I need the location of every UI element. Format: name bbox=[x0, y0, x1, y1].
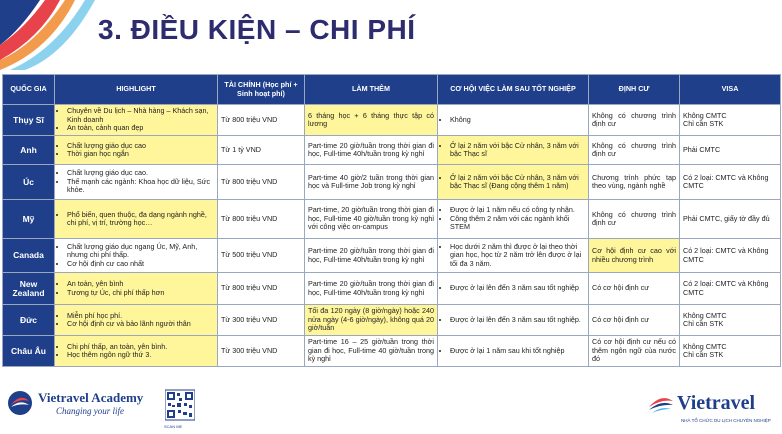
highlight-item: • Tương tự Úc, chi phí thấp hơn bbox=[67, 289, 214, 297]
work-cell: Part-time, 20 giờ/tuần trong thời gian đi học, Full-time 40 giờ/tuần trong kỳ nghỉ với công việc on-campus bbox=[305, 200, 438, 239]
highlight-item: • Chất lượng giáo dục ngang Úc, Mỹ, Anh, nhưng chi phí thấp. bbox=[67, 243, 214, 260]
highlight-cell bbox=[55, 273, 218, 305]
finance-cell: Từ 300 triệu VND bbox=[218, 336, 305, 367]
corner-decoration bbox=[0, 0, 95, 70]
academy-tagline: Changing your life bbox=[56, 406, 124, 416]
jobs-cell bbox=[438, 105, 589, 136]
jobs-cell bbox=[438, 273, 589, 305]
highlight-cell bbox=[55, 305, 218, 336]
finance-cell: Từ 800 triệu VND bbox=[218, 273, 305, 305]
visa-cell: Không CMTC Chỉ cần STK bbox=[680, 305, 781, 336]
jobs-cell bbox=[438, 239, 589, 273]
country-cell: Úc bbox=[3, 165, 55, 200]
table-row bbox=[3, 136, 781, 165]
visa-cell: Phải CMTC bbox=[680, 136, 781, 165]
academy-logo bbox=[6, 389, 143, 417]
work-cell: Tối đa 120 ngày (8 giờ/ngày) hoặc 240 nửa ngày (4-6 giờ/ngày), không quá 20 giờ/tuần bbox=[305, 305, 438, 336]
jobs-item: • Ở lại 2 năm với bậc Cử nhân, 3 năm với bậc Thạc sĩ bbox=[450, 142, 585, 159]
work-cell: Part-time 20 giờ/tuần trong thời gian đi học, Full-time 40h/tuần trong kỳ nghỉ bbox=[305, 239, 438, 273]
table-row bbox=[3, 165, 781, 200]
header-settlement: ĐỊNH CƯ bbox=[589, 75, 680, 105]
visa-cell: Có 2 loại: CMTC và Không CMTC bbox=[680, 273, 781, 305]
vietravel-logo bbox=[648, 392, 755, 415]
highlight-item: • Cơ hội định cư và bảo lãnh người thân bbox=[67, 320, 214, 328]
page-title: 3. ĐIỀU KIỆN – CHI PHÍ bbox=[98, 14, 416, 45]
jobs-cell bbox=[438, 305, 589, 336]
highlight-cell bbox=[55, 336, 218, 367]
qr-caption: SCAN ME bbox=[164, 424, 183, 429]
country-cell: Thụy Sĩ bbox=[3, 105, 55, 136]
highlight-cell bbox=[55, 200, 218, 239]
table-row bbox=[3, 305, 781, 336]
country-cell: Đức bbox=[3, 305, 55, 336]
work-cell: Part-time 20 giờ/tuần trong thời gian đi học, Full-time 40h/tuần trong kỳ nghỉ bbox=[305, 273, 438, 305]
jobs-cell bbox=[438, 165, 589, 200]
header-work: LÀM THÊM bbox=[305, 75, 438, 105]
work-cell: Part-time 16 – 25 giờ/tuần trong thời gian đi học, Full-time 40 giờ/tuần trong kỳ nghỉ bbox=[305, 336, 438, 367]
jobs-item: • Công thêm 2 năm với các ngành khối STEM bbox=[450, 215, 585, 232]
country-cell: Anh bbox=[3, 136, 55, 165]
header-country: QUỐC GIA bbox=[3, 75, 55, 105]
settlement-cell: Không có chương trình định cư bbox=[589, 136, 680, 165]
company-name: Vietravel bbox=[677, 392, 756, 414]
header-jobs: CƠ HỘI VIỆC LÀM SAU TỐT NGHIỆP bbox=[438, 75, 589, 105]
table-row bbox=[3, 200, 781, 239]
jobs-cell bbox=[438, 336, 589, 367]
work-cell: 6 tháng học + 6 tháng thực tập có lương bbox=[305, 105, 438, 136]
country-cell: New Zealand bbox=[3, 273, 55, 305]
highlight-item: • Phổ biến, quen thuộc, đa dạng ngành nghề, chi phí, vị trí, trường học… bbox=[67, 211, 214, 228]
table-row bbox=[3, 336, 781, 367]
highlight-item: • Học thêm ngôn ngữ thứ 3. bbox=[67, 351, 214, 359]
qr-code-icon[interactable] bbox=[165, 388, 195, 422]
jobs-item: • Được ở lại 1 năm sau khi tốt nghiệp bbox=[450, 347, 585, 355]
highlight-cell bbox=[55, 105, 218, 136]
vietravel-emblem-icon bbox=[648, 393, 674, 415]
highlight-item: • Miễn phí học phí. bbox=[67, 312, 214, 320]
highlight-cell bbox=[55, 239, 218, 273]
header-visa: VISA bbox=[680, 75, 781, 105]
highlight-item: • Chi phí thấp, an toàn, yên bình. bbox=[67, 343, 214, 351]
finance-cell: Từ 800 triệu VND bbox=[218, 200, 305, 239]
visa-cell: Có 2 loại: CMTC và Không CMTC bbox=[680, 239, 781, 273]
jobs-item: • Ở lại 2 năm với bậc Cử nhân, 3 năm với bậc Thạc sĩ (Đang cộng thêm 1 năm) bbox=[450, 174, 585, 191]
header-finance: TÀI CHÍNH (Học phí + Sinh hoạt phí) bbox=[218, 75, 305, 105]
settlement-cell: Có cơ hội định cư nếu có thêm ngôn ngữ của nước đó bbox=[589, 336, 680, 367]
jobs-item: • Được ở lại 1 năm nếu có công ty nhận. bbox=[450, 206, 585, 214]
highlight-item: • Chất lượng giáo dục cao. bbox=[67, 169, 214, 177]
country-cell: Mỹ bbox=[3, 200, 55, 239]
settlement-cell: Cơ hội định cư cao với nhiều chương trình bbox=[589, 239, 680, 273]
visa-cell: Có 2 loại: CMTC và Không CMTC bbox=[680, 165, 781, 200]
finance-cell: Từ 500 triệu VND bbox=[218, 239, 305, 273]
academy-name: Vietravel Academy bbox=[38, 390, 144, 405]
work-cell: Part-time 20 giờ/tuần trong thời gian đi học, Full-time 40h/tuần trong kỳ nghỉ bbox=[305, 136, 438, 165]
company-subtitle: NHÀ TỔ CHỨC DU LỊCH CHUYÊN NGHIỆP bbox=[681, 418, 771, 423]
table-row bbox=[3, 273, 781, 305]
settlement-cell: Không có chương trình định cư bbox=[589, 200, 680, 239]
jobs-cell bbox=[438, 200, 589, 239]
finance-cell: Từ 800 triệu VND bbox=[218, 165, 305, 200]
jobs-item: • Học dưới 2 năm thì được ở lại theo thời gian học, học từ 2 năm trở lên được ở lại tối đa 3 năm. bbox=[450, 243, 585, 268]
highlight-item: • Chuyên về Du lịch – Nhà hàng – Khách sạn, Kinh doanh bbox=[67, 107, 214, 124]
jobs-item: • Được ở lại lên đến 3 năm sau tốt nghiệp. bbox=[450, 316, 585, 324]
table-row bbox=[3, 105, 781, 136]
header-highlight: HIGHLIGHT bbox=[55, 75, 218, 105]
country-cell: Châu Âu bbox=[3, 336, 55, 367]
table-row bbox=[3, 239, 781, 273]
jobs-item: • Không bbox=[450, 116, 585, 124]
settlement-cell: Có cơ hội định cư bbox=[589, 273, 680, 305]
visa-cell: Phải CMTC, giấy tờ đầy đủ bbox=[680, 200, 781, 239]
highlight-cell bbox=[55, 165, 218, 200]
work-cell: Part-time 40 giờ/2 tuần trong thời gian học và Full-time Job trong kỳ nghỉ bbox=[305, 165, 438, 200]
table-header-row bbox=[3, 75, 781, 105]
finance-cell: Từ 800 triệu VND bbox=[218, 105, 305, 136]
finance-cell: Từ 1 tỷ VND bbox=[218, 136, 305, 165]
highlight-item: • An toàn, cảnh quan đẹp bbox=[67, 124, 214, 132]
settlement-cell: Không có chương trình định cư bbox=[589, 105, 680, 136]
highlight-item: • Chất lượng giáo dục cao bbox=[67, 142, 214, 150]
jobs-cell bbox=[438, 136, 589, 165]
conditions-cost-table bbox=[2, 74, 781, 367]
settlement-cell: Có cơ hội định cư bbox=[589, 305, 680, 336]
visa-cell: Không CMTC Chỉ cần STK bbox=[680, 105, 781, 136]
finance-cell: Từ 300 triệu VND bbox=[218, 305, 305, 336]
highlight-item: • An toàn, yên bình bbox=[67, 280, 214, 288]
highlight-cell bbox=[55, 136, 218, 165]
highlight-item: • Thế mạnh các ngành: Khoa học dữ liệu, Sức khỏe. bbox=[67, 178, 214, 195]
highlight-item: • Cơ hội định cư cao nhất bbox=[67, 260, 214, 268]
settlement-cell: Chương trình phức tạp theo vùng, ngành nghề bbox=[589, 165, 680, 200]
country-cell: Canada bbox=[3, 239, 55, 273]
visa-cell: Không CMTC Chỉ cần STK bbox=[680, 336, 781, 367]
highlight-item: • Thời gian học ngắn bbox=[67, 150, 214, 158]
academy-emblem-icon bbox=[6, 389, 34, 417]
jobs-item: • Được ở lại lên đến 3 năm sau tốt nghiệp bbox=[450, 284, 585, 292]
